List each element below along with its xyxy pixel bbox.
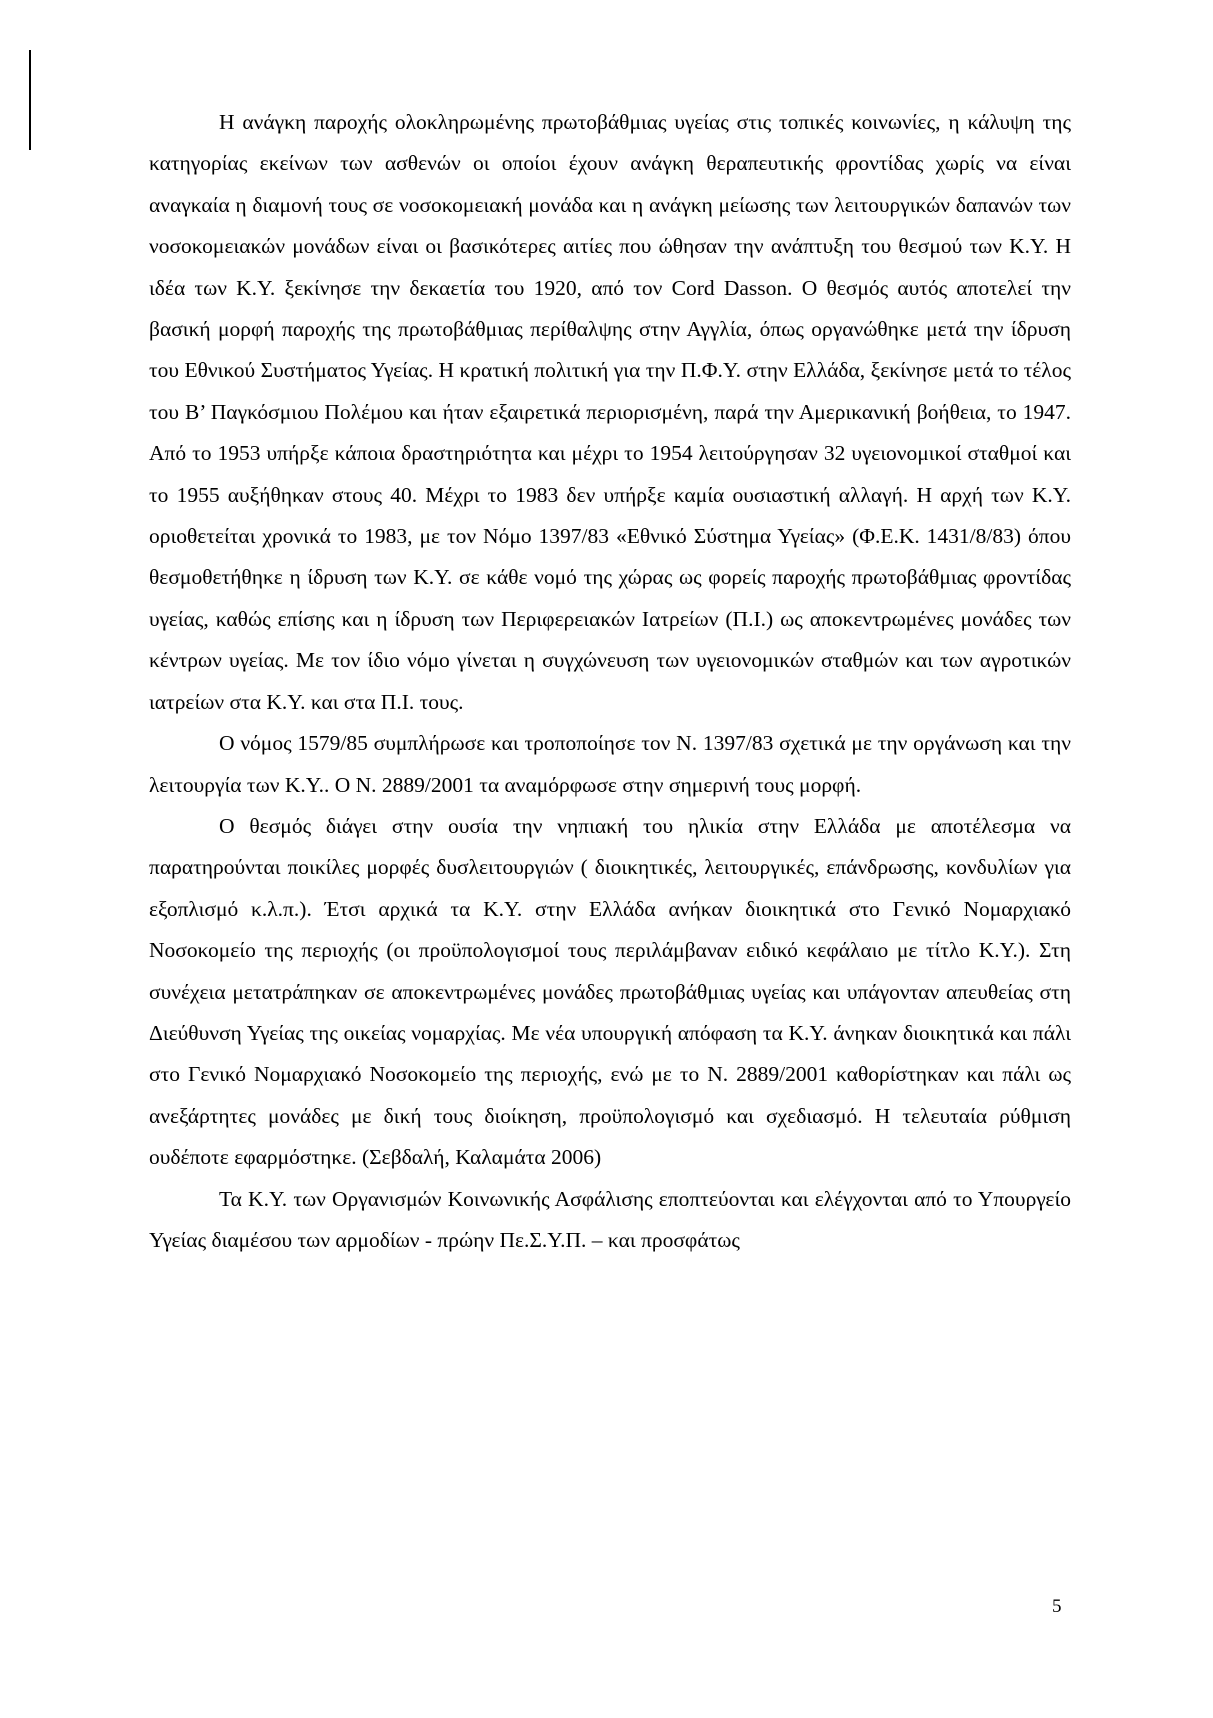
paragraph-4: Τα Κ.Υ. των Οργανισμών Κοινωνικής Ασφάλισης εποπτεύονται και ελέγχονται από το Υπουργείο Υγείας διαμέσου των αρμοδίων - πρώην Πε.Σ.Υ.Π. – και προσφάτως [149, 1186, 1071, 1252]
margin-rule [29, 50, 31, 150]
paragraph-1: Η ανάγκη παροχής ολοκληρωμένης πρωτοβάθμιας υγείας στις τοπικές κοινωνίες, η κάλυψη της κατηγορίας εκείνων των ασθενών οι οποίοι έχουν ανάγκη θεραπευτικής φροντίδας χωρίς να είναι αναγκαία η διαμονή τους σε νοσοκομειακή μονάδα και η ανάγκη μείωσης των λειτουργικών δαπανών των νοσοκομειακών μονάδων είναι οι βασικότερες αιτίες που ώθησαν την ανάπτυξη του θεσμού των Κ.Υ. Η ιδέα των Κ.Υ. ξεκίνησε την δεκαετία του 1920, από τον Cord Dasson. Ο θεσμός αυτός αποτελεί την βασική μορφή παροχής της πρωτοβάθμιας περίθαλψης στην Αγγλία, όπως οργανώθηκε μετά την ίδρυση του Εθνικού Συστήματος Υγείας. Η κρατική πολιτική για την Π.Φ.Υ. στην Ελλάδα, ξεκίνησε μετά το τέλος του Β’ Παγκόσμιου Πολέμου και ήταν εξαιρετικά περιορισμένη, παρά την Αμερικανική βοήθεια, το 1947. Από το 1953 υπήρξε κάποια δραστηριότητα και μέχρι το 1954 λειτούργησαν 32 υγειονομικοί σταθμοί και το 1955 αυξήθηκαν στους 40. Μέχρι το 1983 δεν υπήρξε καμία ουσιαστική αλλαγή. Η αρχή των Κ.Υ. οριοθετείται χρονικά το 1983, με τον Νόμο 1397/83 «Εθνικό Σύστημα Υγείας» (Φ.Ε.Κ. 1431/8/83) όπου θεσμοθετήθηκε η ίδρυση των Κ.Υ. σε κάθε νομό της χώρας ως φορείς παροχής πρωτοβάθμιας φροντίδας υγείας, καθώς επίσης και η ίδρυση των Περιφερειακών Ιατρείων (Π.Ι.) ως αποκεντρωμένες μονάδες των κέντρων υγείας. Με τον ίδιο νόμο γίνεται η συγχώνευση των υγειονομικών σταθμών και των αγροτικών ιατρείων στα Κ.Υ. και στα Π.Ι. τους. [149, 110, 1071, 714]
page-number: 5 [1052, 1596, 1062, 1617]
paragraph-2: Ο νόμος 1579/85 συμπλήρωσε και τροποποίησε τον Ν. 1397/83 σχετικά με την οργάνωση και την λειτουργία των Κ.Υ.. Ο Ν. 2889/2001 τα αναμόρφωσε στην σημερινή τους μορφή. [149, 731, 1071, 797]
paragraph-3: Ο θεσμός διάγει στην ουσία την νηπιακή του ηλικία στην Ελλάδα με αποτέλεσμα να παρατηρούνται ποικίλες μορφές δυσλειτουργιών ( διοικητικές, λειτουργικές, επάνδρωσης, κονδυλίων για εξοπλισμό κ.λ.π.). Έτσι αρχικά τα Κ.Υ. στην Ελλάδα ανήκαν διοικητικά στο Γενικό Νομαρχιακό Νοσοκομείο της περιοχής (οι προϋπολογισμοί τους περιλάμβαναν ειδικό κεφάλαιο με τίτλο Κ.Υ.). Στη συνέχεια μετατράπηκαν σε αποκεντρωμένες μονάδες πρωτοβάθμιας υγείας και υπάγονταν απευθείας στη Διεύθυνση Υγείας της οικείας νομαρχίας. Με νέα υπουργική απόφαση τα Κ.Υ. άνηκαν διοικητικά και πάλι στο Γενικό Νομαρχιακό Νοσοκομείο της περιοχής, ενώ με το Ν. 2889/2001 καθορίστηκαν και πάλι ως ανεξάρτητες μονάδες με δική τους διοίκηση, προϋπολογισμό και σχεδιασμό. Η τελευταία ρύθμιση ουδέποτε εφαρμόστηκε. (Σεβδαλή, Καλαμάτα 2006) [149, 813, 1071, 1170]
document-body [149, 102, 1071, 1261]
